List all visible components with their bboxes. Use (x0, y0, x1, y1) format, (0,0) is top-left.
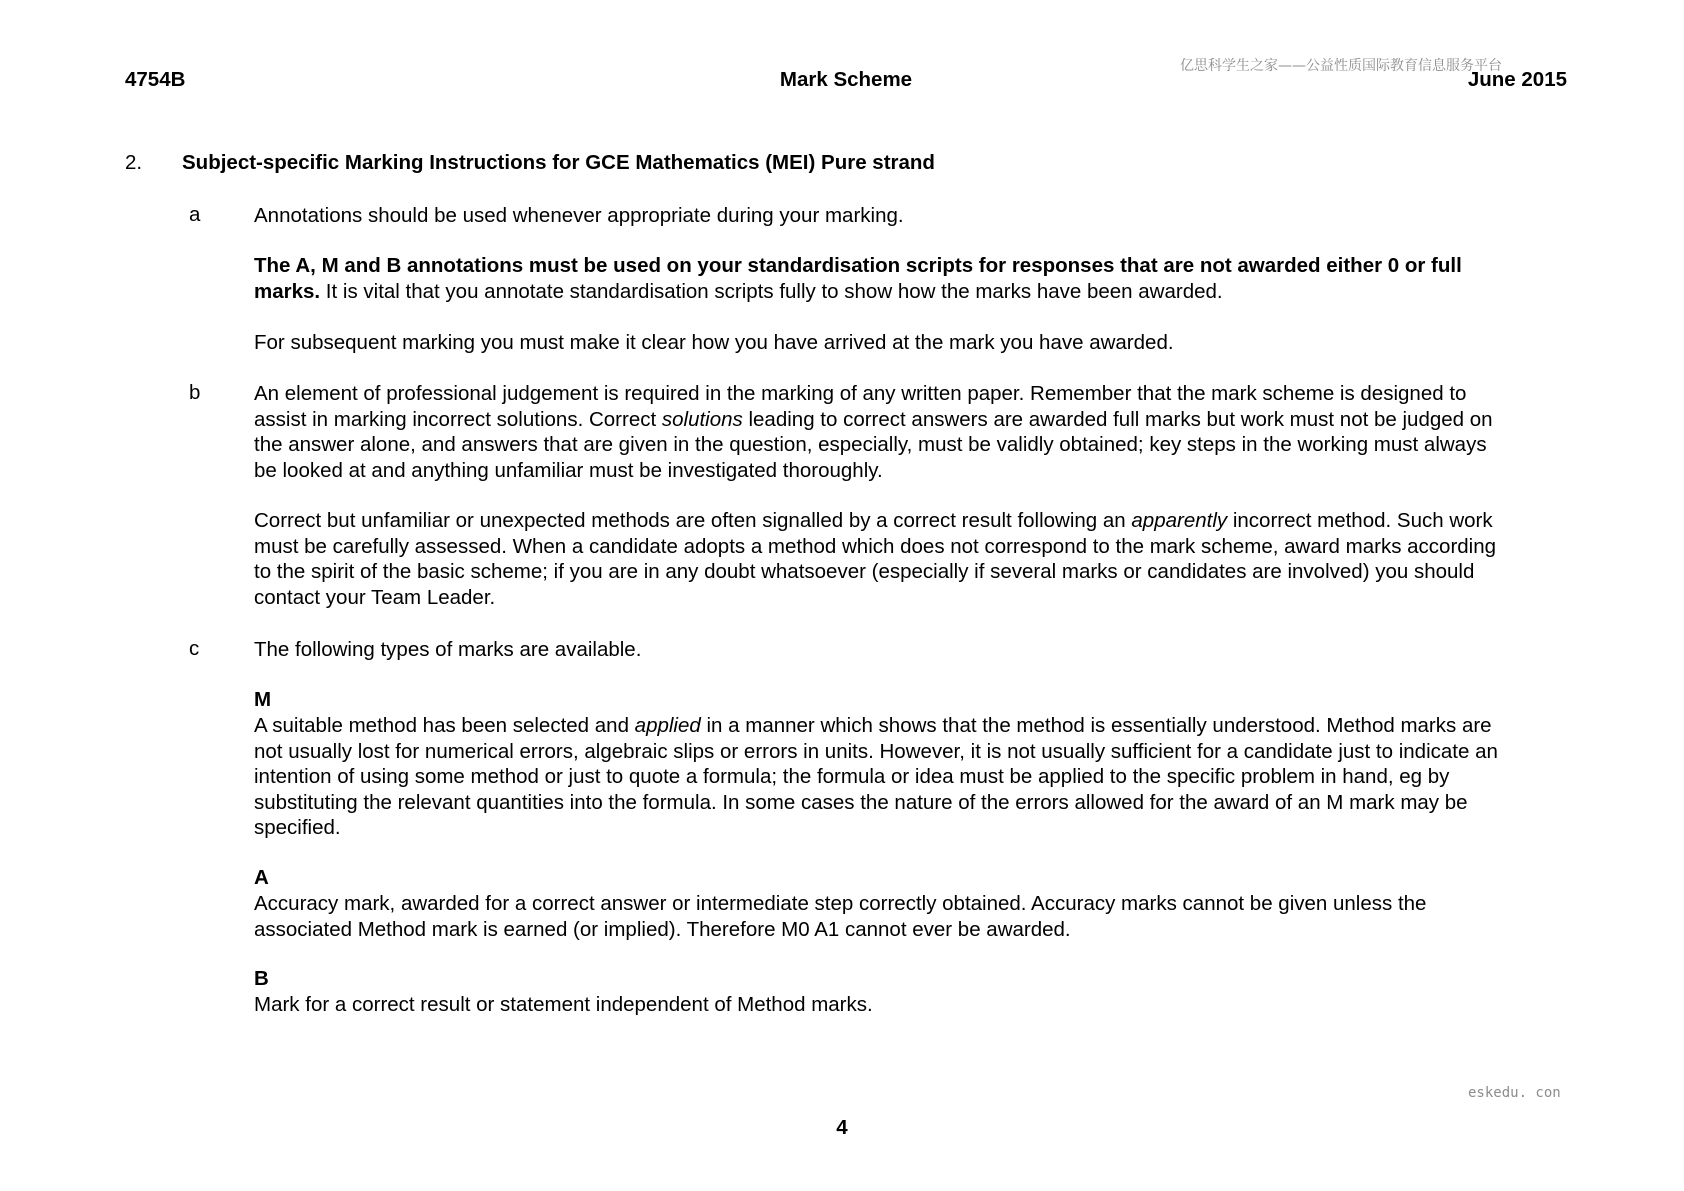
item-b-paragraph-1 (254, 381, 1514, 483)
section-number: 2. (125, 151, 143, 174)
item-b-italic-solutions: solutions (661, 407, 743, 431)
m-italic-applied: applied (634, 714, 701, 737)
mark-type-m-description (254, 713, 1514, 841)
item-c-letter: c (189, 637, 200, 660)
item-b-text-end: leading to correct answers are awarded full marks but work must not be judged on the answer alone, and answers that are given in the question, especially, must be validly obtained; key steps in the working must always be looked at and anything unfamiliar must be investigated thoroughly. (254, 407, 1493, 482)
page-header (125, 68, 1567, 98)
item-b2-italic-apparently: apparently (1131, 509, 1228, 532)
mark-type-m-heading: M (254, 688, 272, 711)
page-number: 4 (836, 1116, 848, 1139)
item-a-paragraph-3: For subsequent marking you must make it clear how you have arrived at the mark you have awarded. (254, 331, 1174, 354)
paper-code: 4754B (125, 68, 186, 91)
item-a-letter: a (189, 203, 201, 226)
item-b2-text-start: Correct but unfamiliar or unexpected methods are often signalled by a correct result following an (254, 509, 1132, 532)
item-a-paragraph-2 (254, 253, 1514, 304)
item-c-paragraph-1: The following types of marks are available. (254, 638, 642, 661)
watermark-top: 亿思科学生之家——公益性质国际教育信息服务平台 (1180, 58, 1502, 74)
section-title: Subject-specific Marking Instructions for GCE Mathematics (MEI) Pure strand (182, 151, 935, 174)
mark-type-b-heading: B (254, 967, 269, 990)
header-date: June 2015 (1467, 68, 1567, 91)
mark-type-a-description: Accuracy mark, awarded for a correct answer or intermediate step correctly obtained. Accuracy marks cannot be given unless the associated Method mark is earned (or implied). Therefore M0 A1 cannot ever be awarded. (254, 892, 1427, 941)
item-b2-text-end: incorrect method. Such work must be carefully assessed. When a candidate adopts a method which does not correspond to the mark scheme, award marks according to the spirit of the basic scheme; if you are in any doubt whatsoever (especially if several marks or candidates are involved) you should contact your Team Leader. (254, 509, 1497, 609)
m-text-end: in a manner which shows that the method is essentially understood. Method marks are not usually lost for numerical errors, algebraic slips or errors in units. However, it is not usually sufficient for a candidate just to indicate an intention of using some method or just to quote a formula; the formula or idea must be applied to the specific problem in hand, eg by substituting the relevant quantities into the formula. In some cases the nature of the errors allowed for the award of an M mark may be specified. (254, 714, 1498, 840)
item-b-paragraph-2 (254, 508, 1514, 610)
watermark-bottom: eskedu. con (1468, 1085, 1561, 1101)
item-a-regular-text: It is vital that you annotate standardisation scripts fully to show how the marks have been awarded. (320, 279, 1223, 303)
item-a-paragraph-1: Annotations should be used whenever appropriate during your marking. (254, 204, 904, 227)
item-b-letter: b (189, 381, 201, 404)
item-a-bold-text: The A, M and B annotations must be used on your standardisation scripts for responses that are not awarded either 0 or full marks. (254, 254, 1462, 303)
m-text-start: A suitable method has been selected and (254, 714, 635, 737)
mark-type-b-description: Mark for a correct result or statement independent of Method marks. (254, 993, 873, 1016)
mark-type-a-heading: A (254, 866, 269, 889)
header-title: Mark Scheme (779, 68, 913, 91)
item-b-text-start: An element of professional judgement is required in the marking of any written paper. Remember that the mark scheme is designed to assist in marking incorrect solutions. Correct (254, 382, 1467, 431)
